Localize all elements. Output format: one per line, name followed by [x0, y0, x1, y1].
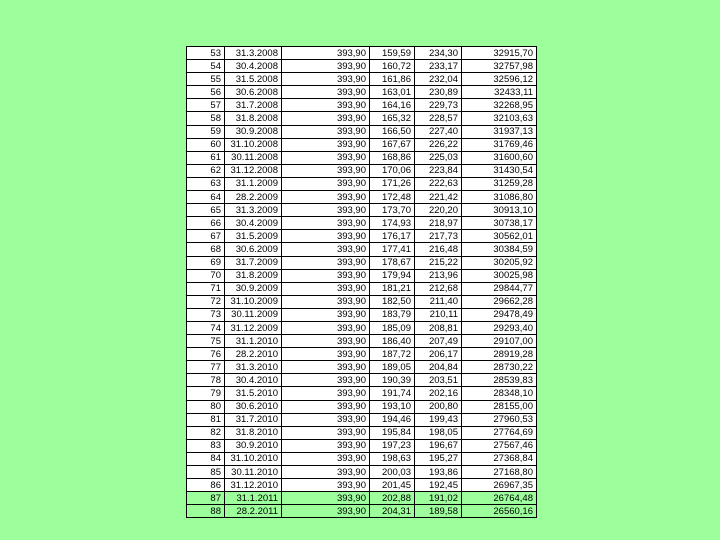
row-index-cell: 61 [187, 151, 225, 164]
principal-cell: 165,32 [370, 112, 415, 125]
row-index-cell: 73 [187, 308, 225, 321]
balance-cell: 27168,80 [462, 466, 537, 479]
interest-cell: 210,11 [415, 308, 462, 321]
balance-cell: 26560,16 [462, 505, 537, 518]
payment-cell: 393,90 [282, 505, 370, 518]
payment-cell: 393,90 [282, 164, 370, 177]
payment-cell: 393,90 [282, 466, 370, 479]
payment-cell: 393,90 [282, 217, 370, 230]
balance-cell: 26967,35 [462, 479, 537, 492]
principal-cell: 177,41 [370, 243, 415, 256]
row-index-cell: 72 [187, 295, 225, 308]
date-cell: 30.9.2009 [225, 282, 282, 295]
date-cell: 31.5.2010 [225, 387, 282, 400]
table-row [187, 86, 537, 99]
interest-cell: 213,96 [415, 269, 462, 282]
table-row [187, 191, 537, 204]
payment-cell: 393,90 [282, 99, 370, 112]
date-cell: 31.7.2008 [225, 99, 282, 112]
spreadsheet-table-container [186, 46, 536, 517]
principal-cell: 186,40 [370, 335, 415, 348]
principal-cell: 183,79 [370, 308, 415, 321]
interest-cell: 192,45 [415, 479, 462, 492]
principal-cell: 190,39 [370, 374, 415, 387]
payment-cell: 393,90 [282, 452, 370, 465]
row-index-cell: 64 [187, 191, 225, 204]
principal-cell: 193,10 [370, 400, 415, 413]
principal-cell: 174,93 [370, 217, 415, 230]
principal-cell: 178,67 [370, 256, 415, 269]
payment-cell: 393,90 [282, 191, 370, 204]
principal-cell: 200,03 [370, 466, 415, 479]
payment-cell: 393,90 [282, 73, 370, 86]
date-cell: 31.12.2009 [225, 321, 282, 334]
payment-cell: 393,90 [282, 86, 370, 99]
principal-cell: 191,74 [370, 387, 415, 400]
row-index-cell: 84 [187, 452, 225, 465]
payment-cell: 393,90 [282, 151, 370, 164]
interest-cell: 221,42 [415, 191, 462, 204]
interest-cell: 217,73 [415, 230, 462, 243]
interest-cell: 222,63 [415, 177, 462, 190]
interest-cell: 196,67 [415, 439, 462, 452]
balance-cell: 30205,92 [462, 256, 537, 269]
date-cell: 30.6.2010 [225, 400, 282, 413]
table-row [187, 295, 537, 308]
row-index-cell: 86 [187, 479, 225, 492]
row-index-cell: 79 [187, 387, 225, 400]
balance-cell: 28155,00 [462, 400, 537, 413]
table-row [187, 400, 537, 413]
balance-cell: 32433,11 [462, 86, 537, 99]
interest-cell: 211,40 [415, 295, 462, 308]
balance-cell: 27764,69 [462, 426, 537, 439]
payment-cell: 393,90 [282, 426, 370, 439]
date-cell: 30.9.2008 [225, 125, 282, 138]
interest-cell: 228,57 [415, 112, 462, 125]
table-row [187, 204, 537, 217]
row-index-cell: 58 [187, 112, 225, 125]
interest-cell: 216,48 [415, 243, 462, 256]
row-index-cell: 88 [187, 505, 225, 518]
interest-cell: 189,58 [415, 505, 462, 518]
row-index-cell: 70 [187, 269, 225, 282]
date-cell: 28.2.2011 [225, 505, 282, 518]
row-index-cell: 55 [187, 73, 225, 86]
table-row [187, 413, 537, 426]
balance-cell: 28919,28 [462, 348, 537, 361]
principal-cell: 185,09 [370, 321, 415, 334]
balance-cell: 29293,40 [462, 321, 537, 334]
principal-cell: 202,88 [370, 492, 415, 505]
payment-cell: 393,90 [282, 256, 370, 269]
table-row [187, 112, 537, 125]
row-index-cell: 80 [187, 400, 225, 413]
principal-cell: 171,26 [370, 177, 415, 190]
table-row [187, 335, 537, 348]
interest-cell: 203,51 [415, 374, 462, 387]
row-index-cell: 60 [187, 138, 225, 151]
date-cell: 30.4.2008 [225, 60, 282, 73]
row-index-cell: 63 [187, 177, 225, 190]
principal-cell: 160,72 [370, 60, 415, 73]
table-row [187, 60, 537, 73]
payment-cell: 393,90 [282, 204, 370, 217]
date-cell: 31.12.2008 [225, 164, 282, 177]
interest-cell: 202,16 [415, 387, 462, 400]
date-cell: 31.8.2008 [225, 112, 282, 125]
principal-cell: 176,17 [370, 230, 415, 243]
table-row [187, 125, 537, 138]
date-cell: 31.7.2010 [225, 413, 282, 426]
principal-cell: 194,46 [370, 413, 415, 426]
balance-cell: 27567,46 [462, 439, 537, 452]
payment-cell: 393,90 [282, 348, 370, 361]
table-row [187, 217, 537, 230]
interest-cell: 212,68 [415, 282, 462, 295]
interest-cell: 230,89 [415, 86, 462, 99]
principal-cell: 204,31 [370, 505, 415, 518]
interest-cell: 198,05 [415, 426, 462, 439]
date-cell: 31.7.2009 [225, 256, 282, 269]
row-index-cell: 76 [187, 348, 225, 361]
date-cell: 30.11.2009 [225, 308, 282, 321]
interest-cell: 225,03 [415, 151, 462, 164]
date-cell: 31.10.2010 [225, 452, 282, 465]
payment-cell: 393,90 [282, 374, 370, 387]
row-index-cell: 57 [187, 99, 225, 112]
balance-cell: 31769,46 [462, 138, 537, 151]
table-row [187, 361, 537, 374]
principal-cell: 179,94 [370, 269, 415, 282]
principal-cell: 182,50 [370, 295, 415, 308]
balance-cell: 31937,13 [462, 125, 537, 138]
row-index-cell: 82 [187, 426, 225, 439]
payment-cell: 393,90 [282, 125, 370, 138]
principal-cell: 201,45 [370, 479, 415, 492]
date-cell: 31.1.2011 [225, 492, 282, 505]
table-row [187, 151, 537, 164]
table-row [187, 164, 537, 177]
row-index-cell: 65 [187, 204, 225, 217]
table-row [187, 282, 537, 295]
row-index-cell: 69 [187, 256, 225, 269]
date-cell: 31.10.2009 [225, 295, 282, 308]
table-row [187, 452, 537, 465]
interest-cell: 220,20 [415, 204, 462, 217]
principal-cell: 164,16 [370, 99, 415, 112]
table-row [187, 426, 537, 439]
date-cell: 30.11.2010 [225, 466, 282, 479]
balance-cell: 30913,10 [462, 204, 537, 217]
interest-cell: 206,17 [415, 348, 462, 361]
row-index-cell: 66 [187, 217, 225, 230]
interest-cell: 232,04 [415, 73, 462, 86]
balance-cell: 29662,28 [462, 295, 537, 308]
payment-cell: 393,90 [282, 335, 370, 348]
interest-cell: 227,40 [415, 125, 462, 138]
balance-cell: 28348,10 [462, 387, 537, 400]
balance-cell: 32757,98 [462, 60, 537, 73]
date-cell: 30.4.2010 [225, 374, 282, 387]
date-cell: 31.1.2009 [225, 177, 282, 190]
table-row [187, 269, 537, 282]
row-index-cell: 74 [187, 321, 225, 334]
table-row [187, 73, 537, 86]
table-row [187, 230, 537, 243]
interest-cell: 215,22 [415, 256, 462, 269]
date-cell: 30.9.2010 [225, 439, 282, 452]
table-row [187, 387, 537, 400]
row-index-cell: 68 [187, 243, 225, 256]
table-body [187, 47, 537, 518]
principal-cell: 197,23 [370, 439, 415, 452]
row-index-cell: 77 [187, 361, 225, 374]
principal-cell: 189,05 [370, 361, 415, 374]
payment-cell: 393,90 [282, 479, 370, 492]
payment-cell: 393,90 [282, 243, 370, 256]
interest-cell: 200,80 [415, 400, 462, 413]
date-cell: 31.10.2008 [225, 138, 282, 151]
table-row [187, 374, 537, 387]
interest-cell: 218,97 [415, 217, 462, 230]
table-row [187, 308, 537, 321]
table-row [187, 479, 537, 492]
date-cell: 28.2.2010 [225, 348, 282, 361]
row-index-cell: 54 [187, 60, 225, 73]
principal-cell: 181,21 [370, 282, 415, 295]
payment-cell: 393,90 [282, 138, 370, 151]
balance-cell: 31430,54 [462, 164, 537, 177]
payment-cell: 393,90 [282, 308, 370, 321]
interest-cell: 199,43 [415, 413, 462, 426]
table-row [187, 505, 537, 518]
row-index-cell: 81 [187, 413, 225, 426]
balance-cell: 27960,53 [462, 413, 537, 426]
interest-cell: 204,84 [415, 361, 462, 374]
payment-cell: 393,90 [282, 439, 370, 452]
payment-cell: 393,90 [282, 230, 370, 243]
principal-cell: 198,63 [370, 452, 415, 465]
date-cell: 31.5.2009 [225, 230, 282, 243]
loan-schedule-table [186, 46, 537, 518]
interest-cell: 226,22 [415, 138, 462, 151]
date-cell: 31.3.2008 [225, 47, 282, 60]
row-index-cell: 53 [187, 47, 225, 60]
date-cell: 31.5.2008 [225, 73, 282, 86]
balance-cell: 30738,17 [462, 217, 537, 230]
date-cell: 31.8.2009 [225, 269, 282, 282]
payment-cell: 393,90 [282, 492, 370, 505]
table-row [187, 99, 537, 112]
balance-cell: 30562,01 [462, 230, 537, 243]
date-cell: 31.8.2010 [225, 426, 282, 439]
table-row [187, 321, 537, 334]
interest-cell: 234,30 [415, 47, 462, 60]
interest-cell: 193,86 [415, 466, 462, 479]
principal-cell: 172,48 [370, 191, 415, 204]
row-index-cell: 71 [187, 282, 225, 295]
balance-cell: 30384,59 [462, 243, 537, 256]
row-index-cell: 83 [187, 439, 225, 452]
balance-cell: 29844,77 [462, 282, 537, 295]
table-row [187, 47, 537, 60]
payment-cell: 393,90 [282, 177, 370, 190]
balance-cell: 26764,48 [462, 492, 537, 505]
table-row [187, 138, 537, 151]
row-index-cell: 62 [187, 164, 225, 177]
date-cell: 31.12.2010 [225, 479, 282, 492]
balance-cell: 29107,00 [462, 335, 537, 348]
table-row [187, 348, 537, 361]
interest-cell: 229,73 [415, 99, 462, 112]
table-row [187, 243, 537, 256]
row-index-cell: 59 [187, 125, 225, 138]
date-cell: 30.11.2008 [225, 151, 282, 164]
payment-cell: 393,90 [282, 60, 370, 73]
principal-cell: 159,59 [370, 47, 415, 60]
balance-cell: 31259,28 [462, 177, 537, 190]
row-index-cell: 75 [187, 335, 225, 348]
payment-cell: 393,90 [282, 321, 370, 334]
date-cell: 30.4.2009 [225, 217, 282, 230]
payment-cell: 393,90 [282, 413, 370, 426]
payment-cell: 393,90 [282, 295, 370, 308]
row-index-cell: 85 [187, 466, 225, 479]
balance-cell: 30025,98 [462, 269, 537, 282]
principal-cell: 161,86 [370, 73, 415, 86]
payment-cell: 393,90 [282, 282, 370, 295]
table-row [187, 256, 537, 269]
payment-cell: 393,90 [282, 112, 370, 125]
row-index-cell: 67 [187, 230, 225, 243]
balance-cell: 32915,70 [462, 47, 537, 60]
table-row [187, 439, 537, 452]
table-row [187, 492, 537, 505]
balance-cell: 28539,83 [462, 374, 537, 387]
principal-cell: 166,50 [370, 125, 415, 138]
balance-cell: 31086,80 [462, 191, 537, 204]
payment-cell: 393,90 [282, 387, 370, 400]
interest-cell: 208,81 [415, 321, 462, 334]
balance-cell: 31600,60 [462, 151, 537, 164]
balance-cell: 28730,22 [462, 361, 537, 374]
principal-cell: 168,86 [370, 151, 415, 164]
balance-cell: 32268,95 [462, 99, 537, 112]
row-index-cell: 78 [187, 374, 225, 387]
interest-cell: 233,17 [415, 60, 462, 73]
interest-cell: 223,84 [415, 164, 462, 177]
payment-cell: 393,90 [282, 361, 370, 374]
interest-cell: 207,49 [415, 335, 462, 348]
principal-cell: 167,67 [370, 138, 415, 151]
payment-cell: 393,90 [282, 400, 370, 413]
interest-cell: 191,02 [415, 492, 462, 505]
principal-cell: 163,01 [370, 86, 415, 99]
row-index-cell: 87 [187, 492, 225, 505]
balance-cell: 32596,12 [462, 73, 537, 86]
interest-cell: 195,27 [415, 452, 462, 465]
date-cell: 30.6.2008 [225, 86, 282, 99]
principal-cell: 170,06 [370, 164, 415, 177]
date-cell: 31.1.2010 [225, 335, 282, 348]
balance-cell: 27368,84 [462, 452, 537, 465]
table-row [187, 177, 537, 190]
balance-cell: 32103,63 [462, 112, 537, 125]
table-row [187, 466, 537, 479]
principal-cell: 187,72 [370, 348, 415, 361]
row-index-cell: 56 [187, 86, 225, 99]
date-cell: 28.2.2009 [225, 191, 282, 204]
payment-cell: 393,90 [282, 47, 370, 60]
principal-cell: 173,70 [370, 204, 415, 217]
balance-cell: 29478,49 [462, 308, 537, 321]
payment-cell: 393,90 [282, 269, 370, 282]
date-cell: 30.6.2009 [225, 243, 282, 256]
principal-cell: 195,84 [370, 426, 415, 439]
date-cell: 31.3.2009 [225, 204, 282, 217]
date-cell: 31.3.2010 [225, 361, 282, 374]
